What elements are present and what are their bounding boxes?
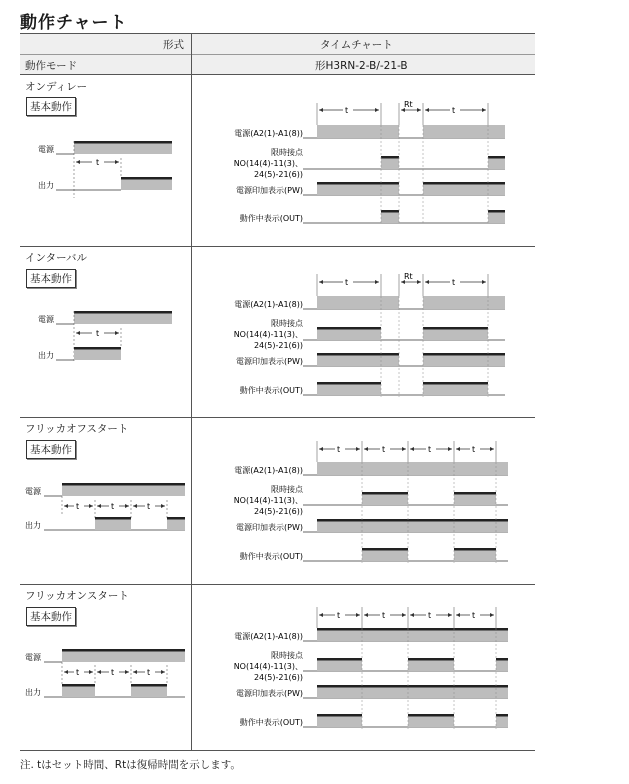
contact-label-4c: 24(5)-21(6)): [253, 673, 303, 682]
out-label-3: 動作中表示(OUT): [239, 552, 303, 561]
chart-flicker-off: [234, 441, 508, 563]
contact-label-2b: NO(14(4)-11(3)、: [233, 330, 303, 339]
section-name-on-delay: オンディレー: [25, 81, 88, 93]
contact-label-4b: NO(14(4)-11(3)、: [233, 662, 303, 671]
basic-t-label-1: t: [96, 158, 100, 167]
pw-label-1: 電源印加表示(PW): [236, 186, 303, 195]
rt-label-2: Rt: [404, 272, 413, 281]
basic-badge-1: 基本動作: [26, 97, 76, 116]
chart-flicker-on: [234, 607, 508, 729]
t-label-3a: t: [337, 445, 341, 454]
page-title: 動作チャート: [20, 13, 128, 33]
model-label: 形H3RN-2-B/-21-B: [315, 60, 408, 72]
section-name-flicker-on: フリッカオンスタート: [25, 590, 129, 602]
t-label-1a: t: [345, 106, 349, 115]
contact-label-2a: 限時接点: [271, 319, 303, 328]
t-label-1b: t: [452, 106, 456, 115]
power-label-1: 電源(A2(1)-A1(8)): [234, 129, 303, 138]
basic-t-label-4b: t: [111, 668, 115, 677]
section-name-flicker-off: フリッカオフスタート: [25, 423, 129, 435]
rt-label-1: Rt: [404, 100, 413, 109]
footnote: 注. tはセット時間、Rtは復帰時間を示します。: [20, 759, 241, 771]
format-label: 形式: [163, 39, 184, 51]
t-label-4a: t: [337, 611, 341, 620]
out-label-4: 動作中表示(OUT): [239, 718, 303, 727]
t-label-4c: t: [428, 611, 432, 620]
t-label-4b: t: [382, 611, 386, 620]
contact-label-3a: 限時接点: [271, 485, 303, 494]
contact-label-2c: 24(5)-21(6)): [253, 341, 303, 350]
pw-label-2: 電源印加表示(PW): [236, 357, 303, 366]
basic-diagram-on-delay: [38, 141, 172, 198]
basic-power-label-1: 電源: [38, 145, 54, 154]
section-name-interval: インターバル: [25, 252, 88, 264]
contact-label-3c: 24(5)-21(6)): [253, 507, 303, 516]
out-label-2: 動作中表示(OUT): [239, 386, 303, 395]
t-label-4d: t: [472, 611, 476, 620]
basic-output-label-2: 出力: [38, 351, 54, 360]
basic-power-label-4: 電源: [25, 653, 41, 662]
timechart-label: タイムチャート: [320, 39, 393, 51]
power-label-2: 電源(A2(1)-A1(8)): [234, 300, 303, 309]
basic-badge-2: 基本動作: [26, 269, 76, 288]
basic-t-label-3a: t: [76, 502, 80, 511]
basic-badge-3: 基本動作: [26, 440, 76, 459]
basic-t-label-4c: t: [147, 668, 151, 677]
pw-label-4: 電源印加表示(PW): [236, 689, 303, 698]
basic-badge-4: 基本動作: [26, 607, 76, 626]
t-label-3b: t: [382, 445, 386, 454]
out-label-1: 動作中表示(OUT): [239, 214, 303, 223]
basic-output-label-1: 出力: [38, 181, 54, 190]
t-label-2b: t: [452, 278, 456, 287]
basic-diagram-flicker-off: [25, 483, 185, 530]
t-label-2a: t: [345, 278, 349, 287]
basic-output-label-4: 出力: [25, 688, 41, 697]
pw-label-3: 電源印加表示(PW): [236, 523, 303, 532]
contact-label-1a: 限時接点: [271, 148, 303, 157]
chart-on-delay: [234, 100, 505, 225]
basic-t-label-2: t: [96, 329, 100, 338]
basic-t-label-3c: t: [147, 502, 151, 511]
basic-output-label-3: 出力: [25, 521, 41, 530]
basic-power-label-2: 電源: [38, 315, 54, 324]
contact-label-3b: NO(14(4)-11(3)、: [233, 496, 303, 505]
basic-diagram-interval: [38, 311, 172, 362]
contact-label-1c: 24(5)-21(6)): [253, 170, 303, 179]
basic-power-label-3: 電源: [25, 487, 41, 496]
basic-diagram-flicker-on: [25, 649, 185, 697]
chart-interval: [234, 272, 505, 397]
t-label-3d: t: [472, 445, 476, 454]
contact-label-1b: NO(14(4)-11(3)、: [233, 159, 303, 168]
basic-t-label-3b: t: [111, 502, 115, 511]
power-label-3: 電源(A2(1)-A1(8)): [234, 466, 303, 475]
basic-t-label-4a: t: [76, 668, 80, 677]
contact-label-4a: 限時接点: [271, 651, 303, 660]
t-label-3c: t: [428, 445, 432, 454]
mode-label: 動作モード: [25, 60, 78, 72]
power-label-4: 電源(A2(1)-A1(8)): [234, 632, 303, 641]
